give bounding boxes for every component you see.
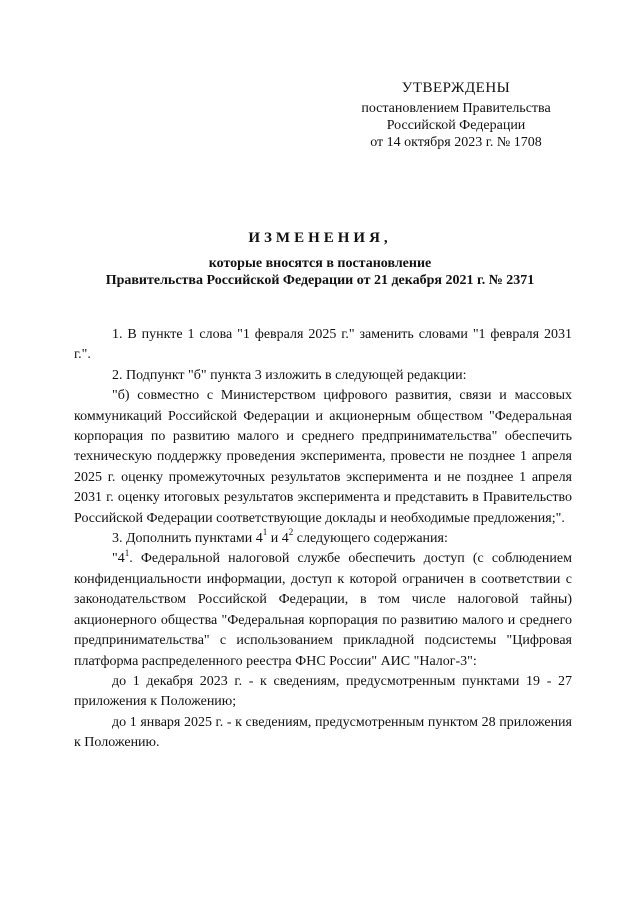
paragraph-4-text-a: 3. Дополнить пунктами 4 [112,531,263,547]
document-body [74,325,572,754]
paragraph-6: до 1 декабря 2023 г. - к сведениям, предусмотренным пунктами 19 - 27 приложения к Положению; [74,673,572,710]
paragraph-4-text-b: и 4 [267,531,289,547]
paragraph-4-text-c: следующего содержания: [293,531,448,547]
document-title [60,230,580,289]
paragraph-1: 1. В пункте 1 слова "1 февраля 2025 г." заменить словами "1 февраля 2031 г.". [74,327,572,363]
approval-line-1: постановлением Правительства [361,101,551,116]
approval-line-2: Российской Федерации [386,118,526,133]
approval-line-3: от 14 октября 2023 г. № 1708 [370,135,542,150]
paragraph-5-text-a: "4 [112,551,125,567]
paragraph-4-superscript-2: 2 [288,527,294,538]
paragraph-2: 2. Подпункт "б" пункта 3 изложить в следующей редакции: [112,367,467,383]
paragraph-4-superscript-1: 1 [262,527,268,538]
paragraph-5-text-b: . Федеральной налоговой службе обеспечить доступ (с соблюдением конфиденциальности информации, доступ к которой ограничен в соответствии с законодательством Российской Федерации, в том числе налоговой тайны) акционерного общества "Федеральная корпорация по развитию малого и среднего предпринимательства" с использованием прикладной подсистемы "Цифровая платформа распределенного реестра ФНС России" АИС "Налог-3": [74,551,572,669]
approval-heading: УТВЕРЖДЕНЫ [401,80,511,96]
title-line-2: Правительства Российской Федерации от 21 декабря 2021 г. № 2371 [105,273,535,288]
title-heading: ИЗМЕНЕНИЯ, [248,230,392,246]
paragraph-5 [74,549,572,671]
paragraph-4 [74,529,572,549]
paragraph-3: "б) совместно с Министерством цифрового развития, связи и массовых коммуникаций Российской Федерации и акционерным обществом "Федеральная корпорация по развитию малого и среднего предпринимательства" обеспечить техническую поддержку проведения эксперимента, провести не позднее 1 апреля 2025 г. оценку промежуточных результатов эксперимента и не позднее 1 апреля 2031 г. оценку итоговых результатов эксперимента и представить в Правительство Российской Федерации соответствующие доклады и необходимые предложения;". [74,388,572,526]
paragraph-7: до 1 января 2025 г. - к сведениям, предусмотренным пунктом 28 приложения к Положению. [74,714,572,751]
approval-stamp [340,80,572,151]
paragraph-5-superscript: 1 [124,547,130,558]
title-line-1: которые вносятся в постановление [208,256,432,271]
